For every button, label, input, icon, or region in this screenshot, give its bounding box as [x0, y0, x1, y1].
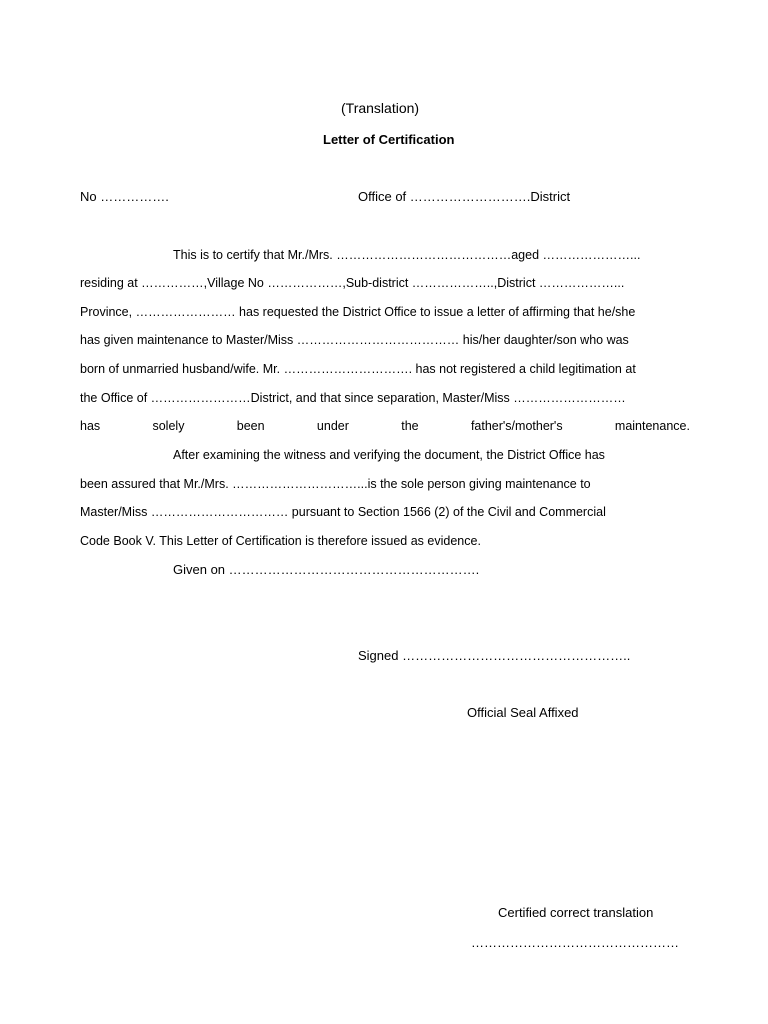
body-line-7-justified [80, 418, 690, 434]
office-district: Office of ……………………….District [358, 189, 571, 204]
translator-signature-line: ………………………………………… [471, 935, 679, 950]
word: solely [152, 419, 185, 433]
certificate-number: No ……………. [80, 189, 169, 204]
body-line-2: residing at ……………,Village No ………………,Sub-district ………………..,District ………………... [80, 276, 625, 290]
body2-line-1: After examining the witness and verifying the document, the District Office has [173, 448, 605, 462]
word: under [316, 419, 349, 433]
word: been [236, 419, 265, 433]
body-line-5: born of unmarried husband/wife. Mr. …………………………. has not registered a child legitimation at [80, 362, 636, 376]
document-title: Letter of Certification [323, 132, 455, 147]
word: the [401, 419, 419, 433]
document-subtitle: (Translation) [341, 100, 420, 116]
word: has [80, 419, 101, 433]
certified-translation-label: Certified correct translation [498, 905, 654, 920]
signature-line: Signed …………………………………………….. [358, 648, 631, 663]
word: father's/mother's [470, 419, 563, 433]
body-line-4: has given maintenance to Master/Miss ………………………………… his/her daughter/son who was [80, 333, 629, 347]
body2-line-4: Code Book V. This Letter of Certification is therefore issued as evidence. [80, 534, 481, 548]
body-line-1: This is to certify that Mr./Mrs. ……………………………………aged …………………... [173, 248, 641, 262]
word: maintenance. [614, 419, 690, 433]
body-line-6: the Office of ……………………District, and that since separation, Master/Miss ……………………… [80, 391, 626, 405]
official-seal-note: Official Seal Affixed [467, 705, 579, 720]
body2-line-3: Master/Miss …………………………… pursuant to Section 1566 (2) of the Civil and Commercial [80, 505, 606, 519]
body-line-3: Province, …………………… has requested the District Office to issue a letter of affirming that he/she [80, 305, 636, 319]
given-on: Given on …………………………………………………. [173, 562, 480, 577]
body2-line-2: been assured that Mr./Mrs. …………………………...is the sole person giving maintenance to [80, 477, 591, 491]
